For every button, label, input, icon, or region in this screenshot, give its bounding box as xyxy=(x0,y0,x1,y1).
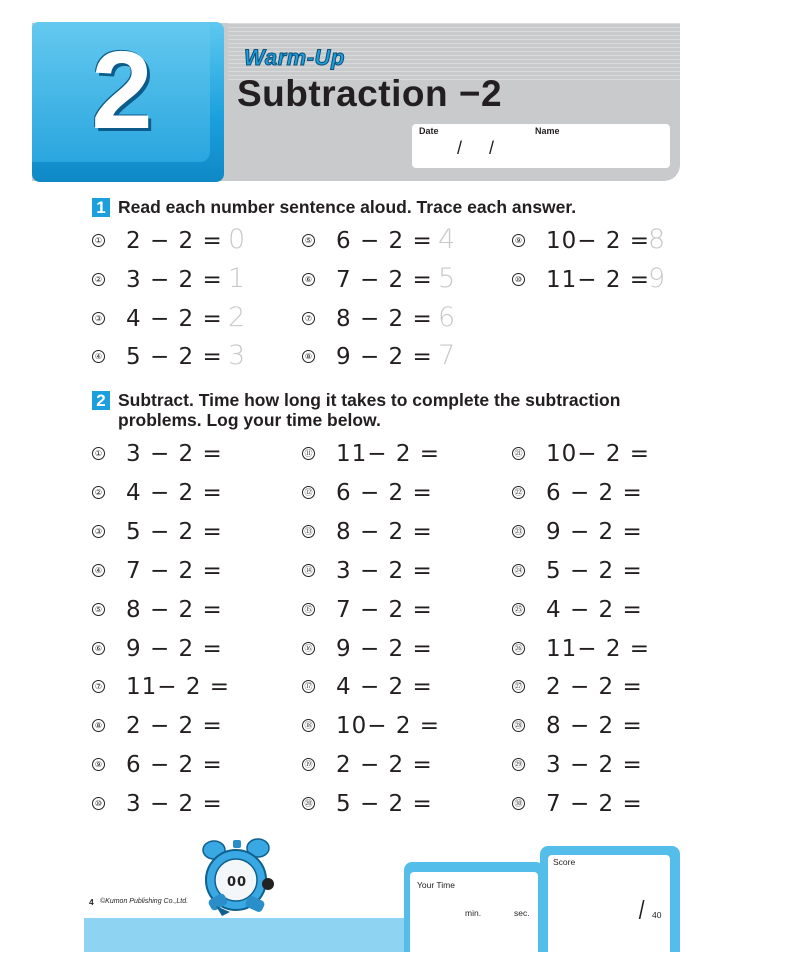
problem-number: ㉖ xyxy=(512,642,525,655)
svg-text:0: 0 xyxy=(237,875,247,890)
problem-number: ⑥ xyxy=(302,273,315,286)
page-number: 4 xyxy=(89,897,94,907)
problem-expression: 4 − 2 = xyxy=(546,596,643,623)
section-1-instruction: Read each number sentence aloud. Trace each answer. xyxy=(118,197,577,217)
problem-expression: 11− 2 = xyxy=(546,267,651,293)
problem-number: ⑨ xyxy=(92,758,105,771)
problem-number: ④ xyxy=(92,564,105,577)
trace-answer[interactable]: 0 xyxy=(228,224,246,255)
s1-problem xyxy=(92,226,272,256)
alarm-clock-icon xyxy=(196,836,282,920)
problem-expression: 7 − 2 = xyxy=(336,267,433,293)
s1-problem xyxy=(302,265,482,295)
problem-expression: 4 − 2 = xyxy=(336,674,433,701)
problem-number: ㉒ xyxy=(512,486,525,499)
sec-label: sec. xyxy=(514,908,530,918)
s1-problem xyxy=(302,342,482,372)
problem-number: ⑦ xyxy=(302,312,315,325)
date-slash-2: / xyxy=(489,138,495,158)
problem-expression: 10− 2 = xyxy=(546,228,651,254)
problem-number: ⑩ xyxy=(92,797,105,810)
problem-expression: 5 − 2 = xyxy=(336,791,433,818)
problem-expression: 6 − 2 = xyxy=(336,228,433,254)
problem-number: ㉗ xyxy=(512,680,525,693)
date-label: Date xyxy=(419,126,439,136)
s2-problem[interactable] xyxy=(302,789,482,819)
s2-problem[interactable] xyxy=(512,672,692,702)
s2-problem[interactable] xyxy=(92,478,272,508)
problem-expression: 5 − 2 = xyxy=(546,557,643,584)
score-box[interactable] xyxy=(548,855,670,952)
problem-number: ㉚ xyxy=(512,797,525,810)
s2-problem[interactable] xyxy=(302,556,482,586)
trace-answer[interactable]: 4 xyxy=(438,224,456,255)
problem-expression: 4 − 2 = xyxy=(126,306,223,332)
section-2-badge: 2 xyxy=(92,391,110,410)
s2-problem[interactable] xyxy=(512,556,692,586)
s2-problem[interactable] xyxy=(302,517,482,547)
s2-problem[interactable] xyxy=(302,672,482,702)
problem-expression: 8 − 2 = xyxy=(336,518,433,545)
s1-problem xyxy=(92,304,272,334)
problem-expression: 8 − 2 = xyxy=(336,306,433,332)
s2-problem[interactable] xyxy=(302,750,482,780)
problem-number: ㉙ xyxy=(512,758,525,771)
problem-expression: 3 − 2 = xyxy=(336,557,433,584)
trace-answer[interactable]: 8 xyxy=(648,224,666,255)
section-1-badge: 1 xyxy=(92,198,110,217)
problem-expression: 3 − 2 = xyxy=(126,791,223,818)
problem-expression: 7 − 2 = xyxy=(336,596,433,623)
score-label: Score xyxy=(553,857,576,867)
problem-expression: 11− 2 = xyxy=(546,635,651,662)
s2-problem[interactable] xyxy=(92,517,272,547)
problem-number: ⑳ xyxy=(302,797,315,810)
s2-problem[interactable] xyxy=(512,750,692,780)
s1-problem xyxy=(92,342,272,372)
s2-problem[interactable] xyxy=(92,789,272,819)
section-2-instruction-line-1: Subtract. Time how long it takes to complete the subtraction xyxy=(118,390,621,410)
problem-expression: 6 − 2 = xyxy=(126,752,223,779)
problem-expression: 8 − 2 = xyxy=(126,596,223,623)
problem-number: ㉑ xyxy=(512,447,525,460)
s2-problem[interactable] xyxy=(512,478,692,508)
problem-number: ㉓ xyxy=(512,525,525,538)
s2-problem[interactable] xyxy=(512,595,692,625)
problem-expression: 9 − 2 = xyxy=(336,635,433,662)
s2-problem[interactable] xyxy=(512,711,692,741)
problem-number: ⑤ xyxy=(302,234,315,247)
trace-answer[interactable]: 1 xyxy=(228,263,246,294)
problem-number: ⑩ xyxy=(512,273,525,286)
problem-number: ⑮ xyxy=(302,603,315,616)
problem-number: ③ xyxy=(92,312,105,325)
problem-number: ⑫ xyxy=(302,486,315,499)
problem-number: ② xyxy=(92,273,105,286)
problem-expression: 3 − 2 = xyxy=(126,441,223,467)
problem-expression: 3 − 2 = xyxy=(546,752,643,779)
s1-problem xyxy=(92,265,272,295)
s2-problem[interactable] xyxy=(302,634,482,664)
s2-problem[interactable] xyxy=(92,439,272,469)
score-slash: / xyxy=(638,895,645,925)
s1-problem xyxy=(512,226,692,256)
problem-number: ⑧ xyxy=(302,350,315,363)
s1-problem xyxy=(302,304,482,334)
problem-expression: 6 − 2 = xyxy=(546,479,643,506)
svg-text:0: 0 xyxy=(227,875,237,890)
problem-number: ㉕ xyxy=(512,603,525,616)
trace-answer[interactable]: 2 xyxy=(228,302,246,333)
s2-problem[interactable] xyxy=(92,595,272,625)
problem-number: ⑯ xyxy=(302,642,315,655)
problem-expression: 10− 2 = xyxy=(336,713,441,740)
problem-number: ⑧ xyxy=(92,719,105,732)
s2-problem[interactable] xyxy=(92,750,272,780)
problem-number: ⑭ xyxy=(302,564,315,577)
trace-answer[interactable]: 3 xyxy=(228,340,246,371)
problem-number: ⑦ xyxy=(92,680,105,693)
s2-problem[interactable] xyxy=(512,634,692,664)
problem-expression: 2 − 2 = xyxy=(126,713,223,740)
s2-problem[interactable] xyxy=(92,634,272,664)
trace-answer[interactable]: 6 xyxy=(438,302,456,333)
problem-expression: 5 − 2 = xyxy=(126,344,223,370)
problem-expression: 2 − 2 = xyxy=(126,228,223,254)
trace-answer[interactable]: 5 xyxy=(438,263,456,294)
trace-answer[interactable]: 7 xyxy=(438,340,456,371)
problem-number: ① xyxy=(92,234,105,247)
score-total: 40 xyxy=(652,910,662,920)
problem-expression: 9 − 2 = xyxy=(336,344,433,370)
name-label: Name xyxy=(535,126,560,136)
s1-problem xyxy=(302,226,482,256)
unit-number: 2 xyxy=(91,29,153,152)
s1-problem xyxy=(512,265,692,295)
problem-expression: 2 − 2 = xyxy=(336,752,433,779)
problem-number: ⑰ xyxy=(302,680,315,693)
problem-number: ⑤ xyxy=(92,603,105,616)
copyright: ©Kumon Publishing Co.,Ltd. xyxy=(100,898,189,905)
problem-number: ④ xyxy=(92,350,105,363)
your-time-label: Your Time xyxy=(417,880,455,890)
s2-problem[interactable] xyxy=(92,556,272,586)
problem-expression: 9 − 2 = xyxy=(126,635,223,662)
s2-problem[interactable] xyxy=(92,711,272,741)
problem-number: ⑪ xyxy=(302,447,315,460)
problem-expression: 5 − 2 = xyxy=(126,518,223,545)
problem-number: ③ xyxy=(92,525,105,538)
section-2-instruction-line-2: problems. Log your time below. xyxy=(118,410,381,430)
s2-problem[interactable] xyxy=(302,478,482,508)
s2-problem[interactable] xyxy=(92,672,272,702)
problem-expression: 11− 2 = xyxy=(126,674,231,701)
problem-number: ① xyxy=(92,447,105,460)
problem-number: ⑱ xyxy=(302,719,315,732)
min-label: min. xyxy=(465,908,482,918)
problem-expression: 7 − 2 = xyxy=(546,791,643,818)
page-title: Subtraction −2 xyxy=(237,73,503,114)
date-field[interactable] xyxy=(419,137,529,161)
problem-expression: 11− 2 = xyxy=(336,441,441,467)
date-slash-1: / xyxy=(457,138,463,158)
problem-number: ⑲ xyxy=(302,758,315,771)
name-field[interactable] xyxy=(535,137,661,161)
problem-number: ⑬ xyxy=(302,525,315,538)
problem-number: ㉘ xyxy=(512,719,525,732)
s2-problem[interactable] xyxy=(512,517,692,547)
warm-up-label: Warm-Up xyxy=(244,45,345,70)
problem-expression: 10− 2 = xyxy=(546,441,651,467)
problem-expression: 3 − 2 = xyxy=(126,267,223,293)
s2-problem[interactable] xyxy=(302,711,482,741)
s2-problem[interactable] xyxy=(512,789,692,819)
problem-expression: 2 − 2 = xyxy=(546,674,643,701)
problem-expression: 6 − 2 = xyxy=(336,479,433,506)
problem-expression: 9 − 2 = xyxy=(546,518,643,545)
problem-expression: 4 − 2 = xyxy=(126,479,223,506)
problem-expression: 7 − 2 = xyxy=(126,557,223,584)
s2-problem[interactable] xyxy=(512,439,692,469)
trace-answer[interactable]: 9 xyxy=(648,263,666,294)
problem-number: ㉔ xyxy=(512,564,525,577)
problem-expression: 8 − 2 = xyxy=(546,713,643,740)
problem-number: ⑨ xyxy=(512,234,525,247)
s2-problem[interactable] xyxy=(302,595,482,625)
s2-problem[interactable] xyxy=(302,439,482,469)
problem-number: ⑥ xyxy=(92,642,105,655)
problem-number: ② xyxy=(92,486,105,499)
